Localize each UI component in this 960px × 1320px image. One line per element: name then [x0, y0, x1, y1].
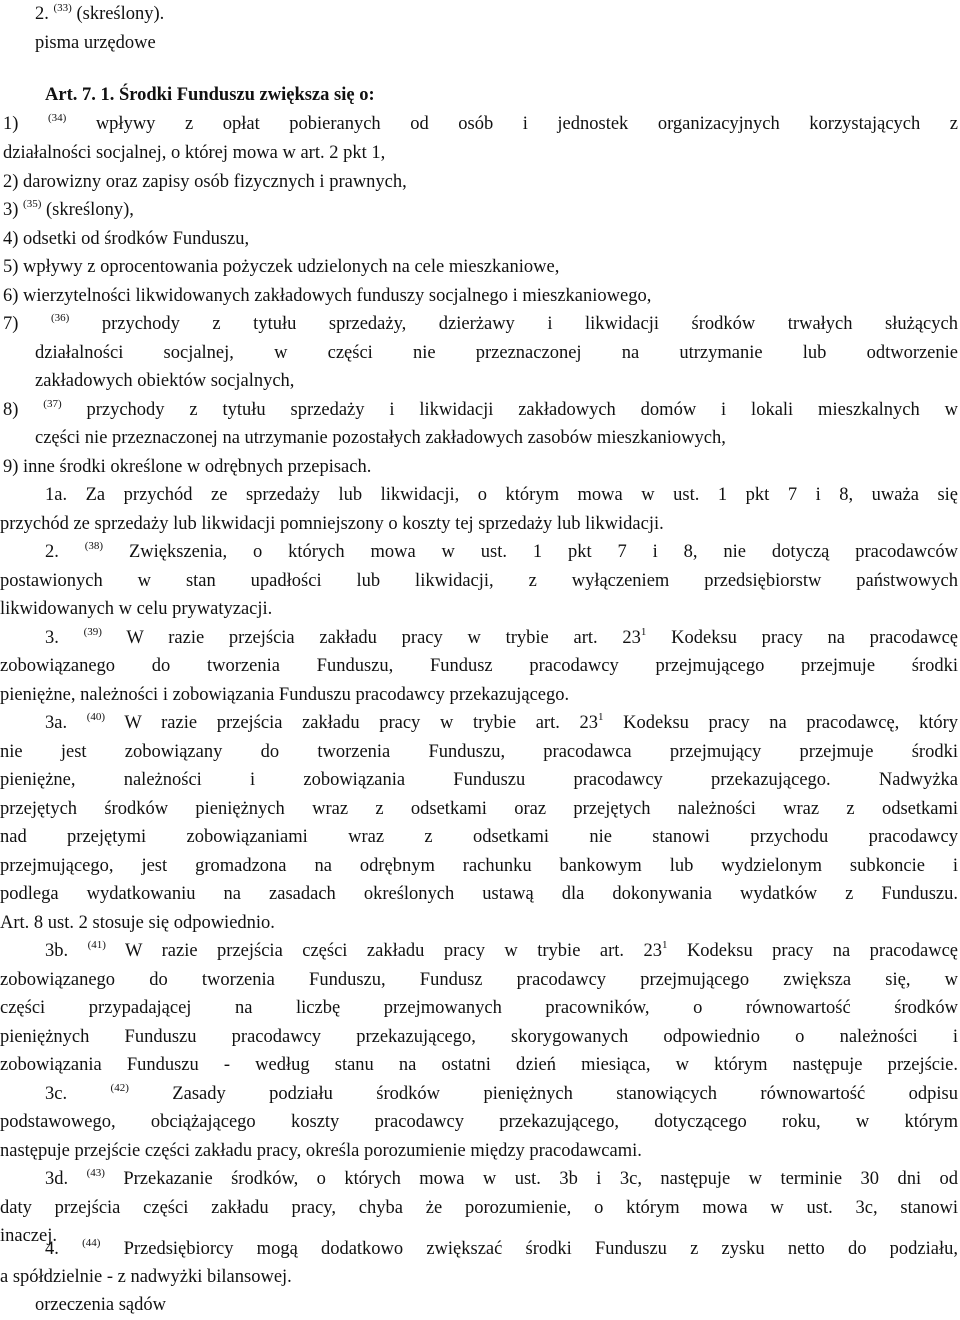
line-text: postawionych w stan upadłości lub likwidacji, z wyłączeniem przedsiębiorstw państwowych — [0, 571, 958, 591]
line-text: pisma urzędowe — [35, 33, 156, 53]
line-text: części przypadającej na liczbę przejmowanych pracowników, o równowartość środków — [0, 998, 958, 1018]
text-line — [45, 1083, 958, 1105]
line-text: Zasady podziału środków pieniężnych stanowiących równowartość odpisu — [128, 1084, 958, 1104]
line-text: pieniężne, należności i zobowiązania Funduszu pracodawcy przekazującego. — [0, 685, 570, 705]
line-text: przejmującego, jest gromadzona na odrębnym rachunku bankowym lub wydzielonym subkoncie i — [0, 856, 958, 876]
text-line — [3, 171, 958, 193]
text-line — [3, 142, 958, 164]
line-text: Art. 7. 1. Środki Funduszu zwiększa się o: — [45, 85, 375, 105]
text-line — [0, 741, 958, 763]
line-text: wpływy z opłat pobieranych od osób i jednostek organizacyjnych korzystających z — [66, 114, 958, 134]
footnote-ref: 1 — [598, 711, 604, 723]
text-line — [45, 84, 958, 106]
line-text: przychody z tytułu sprzedaży i likwidacji zakładowych domów i lokali mieszkalnych w — [61, 400, 958, 420]
line-text: części nie przeznaczonej na utrzymanie pozostałych zakładowych zasobów mieszkaniowych, — [35, 428, 726, 448]
footnote-ref: (35) — [23, 198, 42, 210]
line-text: 4. — [45, 1239, 83, 1259]
footnote-ref: 1 — [661, 939, 668, 951]
line-text: 3a. — [45, 713, 87, 733]
line-text: 1a. Za przychód ze sprzedaży lub likwidacji, o którym mowa w ust. 1 pkt 7 i 8, uważa się — [45, 485, 958, 505]
text-line — [0, 826, 958, 848]
text-line — [0, 1026, 958, 1048]
line-text: 3c. — [45, 1084, 111, 1104]
line-text: zobowiązanego do tworzenia Funduszu, Fundusz pracodawcy przejmującego zwiększa się, w — [0, 970, 958, 990]
footnote-ref: (37) — [43, 398, 62, 410]
text-line — [0, 655, 958, 677]
footnote-ref: (34) — [47, 112, 67, 124]
text-line — [0, 997, 958, 1019]
line-text: 7) — [3, 314, 51, 334]
line-text: 5) wpływy z oprocentowania pożyczek udzielonych na cele mieszkaniowe, — [3, 257, 560, 277]
line-text: 2) darowizny oraz zapisy osób fizycznych i prawnych, — [3, 172, 407, 192]
text-line — [3, 456, 958, 478]
line-text: zakładowych obiektów socjalnych, — [35, 371, 295, 391]
text-line — [35, 1294, 958, 1316]
footnote-ref: (44) — [82, 1237, 101, 1249]
text-line — [0, 1266, 958, 1288]
line-text: działalności socjalnej, w części nie przeznaczonej na utrzymanie lub odtworzenie — [35, 343, 958, 363]
line-text: Kodeksu pracy na pracodawcę — [646, 628, 958, 648]
footnote-ref: (38) — [84, 540, 104, 552]
footnote-ref: (40) — [86, 711, 106, 723]
line-text: Zwiększenia, o których mowa w ust. 1 pkt 7 i 8, nie dotyczą pracodawców — [103, 542, 958, 562]
text-line — [0, 912, 958, 934]
text-line — [0, 570, 958, 592]
line-text: pieniężnych Funduszu pracodawcy przekazującego, skorygowanych odpowiednio o należności i — [0, 1027, 958, 1047]
line-text: 4) odsetki od środków Funduszu, — [3, 229, 250, 249]
line-text: 9) inne środki określone w odrębnych przepisach. — [3, 457, 372, 477]
footnote-ref: (41) — [87, 939, 106, 951]
text-line — [35, 370, 958, 392]
line-text: daty przejścia części zakładu pracy, chyba że porozumienie, o którym mowa w ust. 3c, stanowi — [0, 1198, 958, 1218]
line-text: likwidowanych w celu prywatyzacji. — [0, 599, 273, 619]
line-text: orzeczenia sądów — [35, 1295, 166, 1315]
line-text: 6) wierzytelności likwidowanych zakładowych funduszy socjalnego i mieszkaniowego, — [3, 286, 652, 306]
line-text: (skreślony), — [41, 200, 134, 220]
line-text: przychód ze sprzedaży lub likwidacji pomniejszony o koszty tej sprzedaży lub likwidacji. — [0, 514, 664, 534]
text-line — [0, 969, 958, 991]
line-text: następuje przejście części zakładu pracy, określa porozumienie między pracodawcami. — [0, 1141, 642, 1161]
text-line — [3, 228, 958, 250]
text-line — [3, 113, 958, 135]
line-text: 2. — [35, 4, 54, 24]
text-line — [0, 769, 958, 791]
line-text: 2. — [45, 542, 85, 562]
line-text: zobowiązanego do tworzenia Funduszu, Fundusz pracodawcy przejmującego przejmuje środki — [0, 656, 958, 676]
line-text: 1) — [3, 114, 48, 134]
line-text: 3) — [3, 200, 24, 220]
line-text: W razie przejścia zakładu pracy w trybie art. 23 — [105, 713, 598, 733]
line-text: W razie przejścia części zakładu pracy w trybie art. 23 — [105, 941, 662, 961]
text-line — [0, 855, 958, 877]
line-text: 3. — [45, 628, 84, 648]
text-line — [45, 484, 958, 506]
text-line — [45, 712, 958, 734]
line-text: a spółdzielnie - z nadwyżki bilansowej. — [0, 1267, 292, 1287]
line-text: podlega wydatkowaniu na zasadach określonych ustawą dla dokonywania wydatków z Funduszu. — [0, 884, 958, 904]
line-text: Przekazanie środków, o których mowa w ust. 3b i 3c, następuje w terminie 30 dni od — [104, 1169, 959, 1189]
text-line — [0, 1054, 958, 1076]
text-line — [45, 541, 958, 563]
text-line — [45, 1168, 958, 1190]
line-text: 3d. — [45, 1169, 87, 1189]
text-line — [35, 427, 958, 449]
text-line — [0, 1111, 958, 1133]
line-text: Przedsiębiorcy mogą dodatkowo zwiększać środki Funduszu z zysku netto do podziału, — [100, 1239, 958, 1259]
line-text: działalności socjalnej, o której mowa w art. 2 pkt 1, — [3, 143, 386, 163]
text-line — [0, 598, 958, 620]
line-text: przejętych środków pieniężnych wraz z odsetkami oraz przejętych należności wraz z odsetkami — [0, 799, 958, 819]
text-line — [0, 1197, 958, 1219]
line-text: Art. 8 ust. 2 stosuje się odpowiednio. — [0, 913, 275, 933]
text-line — [0, 798, 958, 820]
text-line — [3, 313, 958, 335]
text-line — [0, 684, 958, 706]
line-text: 3b. — [45, 941, 88, 961]
line-text: pieniężne, należności i zobowiązania Funduszu pracodawcy przekazującego. Nadwyżka — [0, 770, 958, 790]
line-text: Kodeksu pracy na pracodawcę — [667, 941, 958, 961]
line-text: nad przejętymi zobowiązaniami wraz z odsetkami nie stanowi przychodu pracodawcy — [0, 827, 958, 847]
text-line — [35, 32, 958, 54]
footnote-ref: (36) — [50, 312, 70, 324]
line-text: Kodeksu pracy na pracodawcę, który — [603, 713, 958, 733]
line-text: W razie przejścia zakładu pracy w trybie art. 23 — [101, 628, 641, 648]
footnote-ref: (33) — [53, 2, 72, 14]
line-text: (skreślony). — [71, 4, 165, 24]
text-line — [3, 285, 958, 307]
text-line — [35, 3, 958, 25]
footnote-ref: (39) — [83, 626, 102, 638]
text-line — [45, 1238, 958, 1260]
footnote-ref: (42) — [110, 1082, 129, 1094]
text-line — [3, 256, 958, 278]
text-line — [45, 627, 958, 649]
line-text: nie jest zobowiązany do tworzenia Funduszu, pracodawca przejmujący przejmuje środki — [0, 742, 958, 762]
text-line — [45, 940, 958, 962]
line-text: inaczej. — [0, 1226, 57, 1246]
footnote-ref: (43) — [86, 1167, 105, 1179]
text-line — [0, 1140, 958, 1162]
line-text: przychody z tytułu sprzedaży, dzierżawy i likwidacji środków trwałych służących — [69, 314, 958, 334]
text-line — [0, 883, 958, 905]
line-text: podstawowego, obciążającego koszty pracodawcy przekazującego, dotyczącego roku, w którym — [0, 1112, 958, 1132]
text-line — [3, 399, 958, 421]
text-line — [0, 513, 958, 535]
line-text: 8) — [3, 400, 44, 420]
text-line — [35, 342, 958, 364]
text-line — [3, 199, 958, 221]
footnote-ref: 1 — [640, 626, 647, 638]
line-text: zobowiązania Funduszu - według stanu na ostatni dzień miesiąca, w którym następuje przejście. — [0, 1055, 958, 1075]
